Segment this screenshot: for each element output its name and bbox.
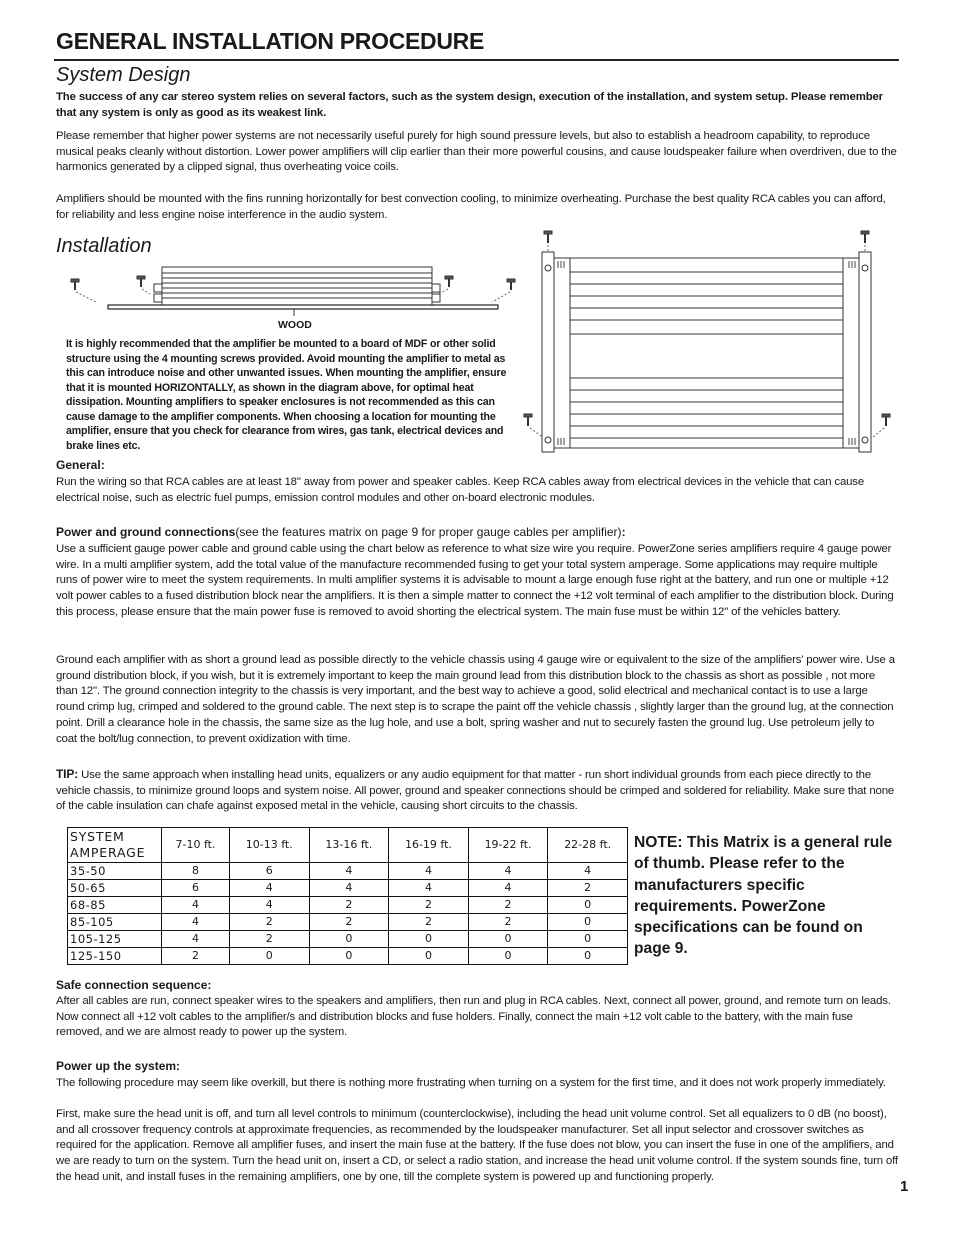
matrix-row [68, 897, 628, 914]
matrix-cell: 4 [389, 880, 469, 897]
matrix-row-amperage: 85-105 [68, 914, 162, 931]
matrix-cell: 6 [162, 880, 230, 897]
tip-paragraph [56, 767, 898, 815]
matrix-cell: 4 [389, 863, 469, 880]
matrix-cell: 6 [229, 863, 309, 880]
matrix-header-row [68, 828, 628, 863]
matrix-cell: 0 [389, 931, 469, 948]
matrix-cell: 0 [468, 948, 548, 965]
matrix-row-amperage: 68-85 [68, 897, 162, 914]
matrix-cell: 4 [309, 880, 389, 897]
matrix-header-amperage [68, 828, 162, 863]
matrix-cell: 2 [309, 897, 389, 914]
matrix-cell: 0 [468, 931, 548, 948]
matrix-cell: 4 [309, 863, 389, 880]
matrix-cell: 4 [468, 863, 548, 880]
power-up-paragraph-2: First, make sure the head unit is off, and turn all level controls to minimum (counterclockwise), including the head unit volume control. Set all equalizers to 0 dB (no boost), and all crossover frequency controls at approximate frequencies, as recommended by the loudspeaker manufacturer. Set all input selector and crossover switches as required for the application. Remove all amplifier fuses, and insert the main fuse at the battery. If the fuse does not blow, you can insert the fuse in one of the amplifiers, and we are ready to turn on the system. Turn the head unit on, insert a CD, or select a radio station, and increase the head unit volume control. If the system sounds fine, turn off the head unit, and install fuses in the remaining amplifiers, one by one, till the complete system is powered up and functioning properly. [56, 1108, 898, 1183]
matrix-cell: 2 [309, 914, 389, 931]
general-heading: General: [56, 458, 105, 472]
matrix-cell: 4 [229, 880, 309, 897]
matrix-cell: 0 [548, 948, 628, 965]
system-design-paragraph-2: Amplifiers should be mounted with the fins running horizontally for best convection cooling, to minimize overheating. Purchase the best quality RCA cables you can afford, for reliability and less engine noise interference in the audio system. [56, 193, 886, 221]
matrix-cell: 0 [548, 931, 628, 948]
matrix-cell: 4 [468, 880, 548, 897]
matrix-cell: 4 [548, 863, 628, 880]
matrix-cell: 2 [548, 880, 628, 897]
page-title: GENERAL INSTALLATION PROCEDURE [56, 28, 485, 54]
power-up-paragraph-1: The following procedure may seem like overkill, but there is nothing more frustrating when turning on a system for the first time, and it does not work properly immediately. [56, 1077, 886, 1089]
top-mount-diagram [520, 228, 898, 456]
matrix-column-header: 16-19 ft. [389, 828, 469, 863]
installation-heading: Installation [56, 235, 152, 257]
matrix-cell: 2 [468, 897, 548, 914]
power-ground-heading: Power and ground connections [56, 525, 236, 539]
matrix-row-amperage: 35-50 [68, 863, 162, 880]
general-body: Run the wiring so that RCA cables are at least 18" away from power and speaker cables. Keep RCA cables away from electrical devices in the vehicle that can cause electrical noise, such as electric fuel pumps, emission control modules and other on-board electronic modules. [56, 476, 865, 504]
matrix-cell: 0 [229, 948, 309, 965]
matrix-row-amperage: 105-125 [68, 931, 162, 948]
wire-gauge-matrix [67, 827, 628, 965]
matrix-cell: 2 [389, 914, 469, 931]
matrix-cell: 2 [468, 914, 548, 931]
matrix-note: NOTE: This Matrix is a general rule of thumb. Please refer to the manufacturers specific requirements. PowerZone specifications can be found on page 9. [634, 834, 893, 958]
matrix-row [68, 948, 628, 965]
matrix-header-line-1: SYSTEM [70, 829, 125, 844]
system-design-lead: The success of any car stereo system relies on several factors, such as the system design, execution of the installation, and system setup. Please remember that any system is only as good as its weakest link. [56, 91, 883, 119]
matrix-cell: 0 [389, 948, 469, 965]
matrix-header-line-2: AMPERAGE [70, 845, 146, 860]
matrix-row [68, 880, 628, 897]
matrix-cell: 0 [548, 897, 628, 914]
matrix-cell: 2 [229, 914, 309, 931]
matrix-cell: 0 [309, 948, 389, 965]
power-ground-paragraph-2: Ground each amplifier with as short a ground lead as possible directly to the vehicle chassis using 4 gauge wire or equivalent to the size of the amplifiers' power wire. Use a ground distribution block, if you wish, but it is extremely important to keep the main ground lead from this distribution block to the chassis as short as possible , not more than 12". The ground connection integrity to the chassis is very important, and the best way to achieve a good, solid electrical and mechanical contact is to use a large round crimp lug, crimped and soldered to the ground cable. The next step is to scrape the paint off the vehicle chassis , slightly larger than the ground lug, at the connection point. Drill a clearance hole in the chassis, the same size as the lug hole, and use a bolt, spring washer and nut to securely fasten the ground lug. Use petroleum jelly to coat the bolt/lug connection, to prevent oxidization with time. [56, 654, 895, 745]
matrix-row [68, 914, 628, 931]
matrix-row-amperage: 125-150 [68, 948, 162, 965]
power-ground-heading-line [56, 525, 898, 539]
matrix-column-header: 7-10 ft. [162, 828, 230, 863]
matrix-cell: 4 [229, 897, 309, 914]
matrix-row [68, 863, 628, 880]
matrix-column-header: 13-16 ft. [309, 828, 389, 863]
installation-note: It is highly recommended that the amplifier be mounted to a board of MDF or other solid structure using the 4 mounting screws provided. Avoid mounting the amplifier to metal as this can introduce noise and other unwanted issues. When mounting the amplifier, ensure that it is mounted HORIZONTALLY, as shown in the diagram above, for optimal heat dissipation. Mounting amplifiers to speaker enclosures is not recommended as this can cause damage to the amplifier components. When choosing a location for mounting the amplifier, ensure that you check for clearance from wires, gas tank, electrical devices and brake lines etc. [66, 338, 507, 452]
matrix-cell: 2 [229, 931, 309, 948]
page-number: 1 [900, 1178, 909, 1195]
matrix-row [68, 931, 628, 948]
matrix-cell: 4 [162, 931, 230, 948]
power-ground-paragraph-1: Use a sufficient gauge power cable and ground cable using the chart below as reference to what size wire you require. PowerZone series amplifiers require 4 gauge power wire. In a multi amplifier system, add the total value of the manufacture recommended fusing to get your total system amperage. Some applications may require multiple runs of power wire to meet the system requirements. In multi amplifier systems it is advisable to mount a large enough fuse right at the battery, and run one or multiple +12 volt power cables to a fused distribution block near the amplifiers. It is then a simple matter to connect the +12 volt terminal of each amplifier to the distribution block. During this process, please ensure that the main power fuse is removed to avoid shorting the electrical system. The main fuse must be within 12" of the vehicles battery. [56, 543, 894, 618]
matrix-cell: 2 [162, 948, 230, 965]
matrix-cell: 0 [548, 914, 628, 931]
matrix-row-amperage: 50-65 [68, 880, 162, 897]
matrix-cell: 4 [162, 914, 230, 931]
matrix-cell: 4 [162, 897, 230, 914]
matrix-cell: 2 [389, 897, 469, 914]
power-ground-heading-note: (see the features matrix on page 9 for proper gauge cables per amplifier) [235, 525, 622, 539]
safe-sequence-heading: Safe connection sequence: [56, 978, 212, 992]
power-ground-heading-colon: : [621, 525, 626, 539]
matrix-cell: 8 [162, 863, 230, 880]
matrix-column-header: 10-13 ft. [229, 828, 309, 863]
tip-label: TIP: [56, 767, 79, 781]
matrix-column-header: 22-28 ft. [548, 828, 628, 863]
system-design-heading: System Design [56, 64, 191, 86]
wood-label: WOOD [278, 319, 312, 331]
safe-sequence-body: After all cables are run, connect speaker wires to the speakers and amplifiers, then run and plug in RCA cables. Next, connect all power, ground, and remote turn on leads. Now connect all +12 volt cables to the amplifier/s and distribution blocks and fuse holders. Finally, connect the main +12 volt cable to the battery, with the main fuse removed, and we are almost ready to power up the system. [56, 995, 891, 1039]
system-design-paragraph-1: Please remember that higher power systems are not necessarily useful purely for high sound pressure levels, but also to establish a headroom capability, to reproduce musical peaks cleanly without distortion. Lower power amplifiers will clip earlier than their more powerful cousins, and cause loudspeaker failure when overdriven, due to the harmonics generated by a clipped signal, thus overheating voice coils. [56, 130, 897, 174]
matrix-cell: 0 [309, 931, 389, 948]
title-rule [54, 59, 899, 61]
matrix-column-header: 19-22 ft. [468, 828, 548, 863]
power-up-heading: Power up the system: [56, 1059, 181, 1073]
tip-body: Use the same approach when installing head units, equalizers or any audio equipment for that matter - run short individual grounds from each piece directly to the vehicle chassis, to minimize ground loops and system noise. All power, ground and speaker connections should be crimped and soldered for reliability. Make sure that none of the cable insulation can chafe against exposed metal in the vehicle, causing short circuits to the chassis. [56, 769, 895, 813]
